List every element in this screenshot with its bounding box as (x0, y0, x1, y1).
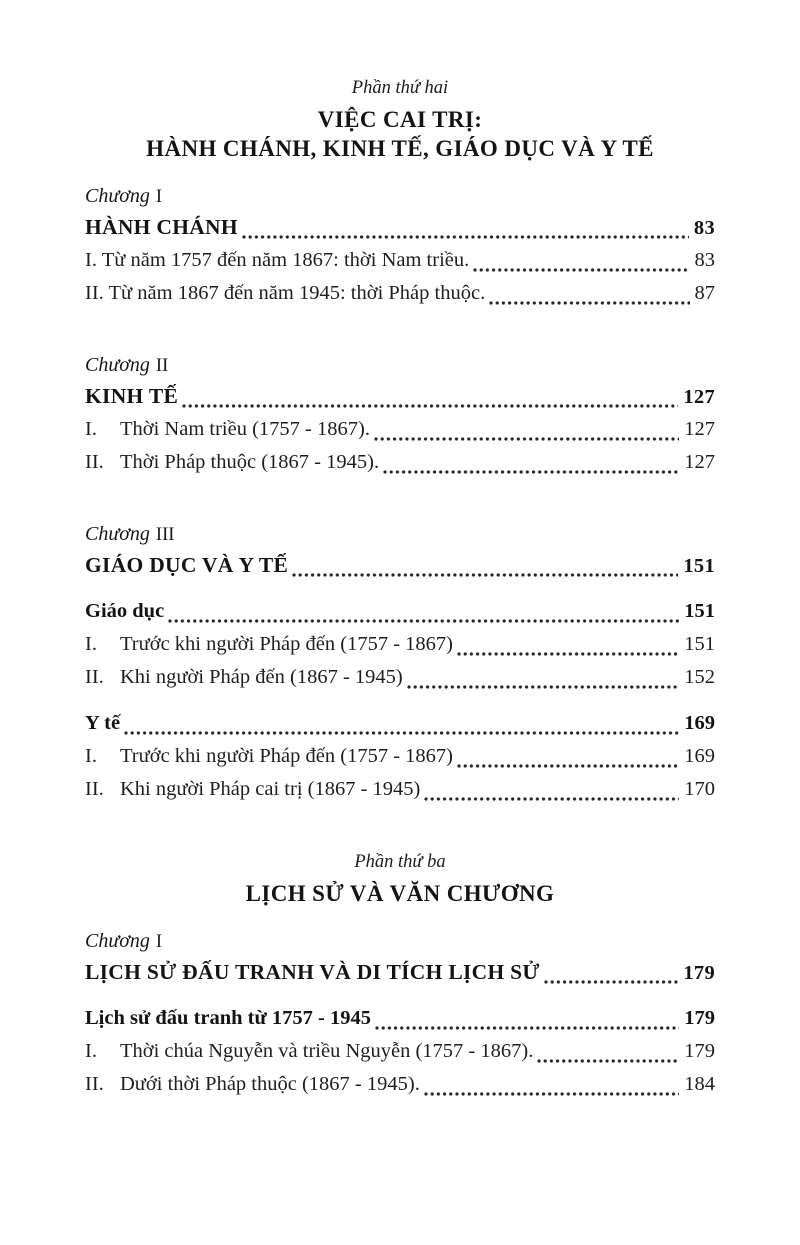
entry-text: I. Từ năm 1757 đến năm 1867: thời Nam triều. (85, 249, 470, 271)
chapter-label (85, 183, 715, 211)
entry-text: II. Từ năm 1867 đến năm 1945: thời Pháp thuộc. (85, 282, 486, 304)
toc-row (85, 244, 715, 277)
entry-text: Thời chúa Nguyễn và triều Nguyễn (1757 - 1867). (120, 1040, 534, 1062)
dot-leader (242, 235, 689, 239)
dot-leader (168, 619, 679, 623)
entry-page-number: 151 (684, 633, 715, 655)
entry-numeral: I. (85, 418, 97, 440)
toc-row (85, 707, 715, 740)
entry-page-number: 184 (684, 1073, 715, 1095)
entry-text: GIÁO DỤC VÀ Y TẾ (85, 553, 289, 577)
chapter-label-numeral: II (155, 356, 169, 376)
dot-leader (424, 1092, 679, 1096)
toc-row (85, 1002, 715, 1035)
part-title-line: HÀNH CHÁNH, KINH TẾ, GIÁO DỤC VÀ Y TẾ (146, 136, 654, 161)
entry-page-number: 127 (684, 418, 715, 440)
toc-row (85, 380, 715, 413)
dot-leader (537, 1059, 679, 1063)
entry-numeral: II. (85, 1073, 104, 1095)
dot-leader (124, 731, 679, 735)
entry-numeral: II. (85, 666, 104, 688)
entry-text: LỊCH SỬ ĐẤU TRANH VÀ DI TÍCH LỊCH SỬ (85, 960, 540, 984)
chapter-label-numeral: I (155, 187, 163, 207)
toc-row (85, 1068, 715, 1101)
toc-row (85, 211, 715, 244)
toc-row (85, 549, 715, 582)
entry-text: Khi người Pháp cai trị (1867 - 1945) (120, 778, 421, 800)
entry-page-number: 127 (683, 386, 715, 408)
part-title-line: VIỆC CAI TRỊ: (317, 107, 483, 132)
dot-leader (544, 980, 679, 984)
chapter-label-word: Chương (85, 930, 150, 952)
entry-page-number: 179 (683, 962, 715, 984)
entry-text: HÀNH CHÁNH (85, 215, 238, 239)
entry-numeral: II. (85, 451, 104, 473)
dot-leader (182, 404, 678, 408)
entry-text: Thời Nam triều (1757 - 1867). (120, 418, 370, 440)
toc-row (85, 413, 715, 446)
toc-row (85, 628, 715, 661)
entry-page-number: 87 (694, 282, 715, 304)
dot-leader (383, 470, 679, 474)
entry-page-number: 169 (684, 712, 715, 734)
entry-numeral: II. (85, 778, 104, 800)
dot-leader (457, 652, 679, 656)
toc-row (85, 661, 715, 694)
toc-row (85, 773, 715, 806)
dot-leader (292, 573, 678, 577)
chapter-label (85, 521, 715, 549)
entry-page-number: 83 (694, 249, 715, 271)
entry-text: Y tế (85, 712, 121, 734)
part-heading (85, 850, 715, 908)
entry-text: Dưới thời Pháp thuộc (1867 - 1945). (120, 1073, 420, 1095)
entry-page-number: 179 (684, 1040, 715, 1062)
dot-leader (374, 437, 679, 441)
chapter-label (85, 352, 715, 380)
dot-leader (407, 685, 680, 689)
part-heading (85, 76, 715, 163)
entry-page-number: 170 (684, 778, 715, 800)
entry-text: KINH TẾ (85, 384, 179, 408)
chapter-label-word: Chương (85, 354, 150, 376)
chapter-label (85, 928, 715, 956)
entry-numeral: I. (85, 1040, 97, 1062)
entry-text: Lịch sử đấu tranh từ 1757 - 1945 (85, 1007, 372, 1029)
toc-row (85, 277, 715, 310)
part-subtitle: Phần thứ hai (351, 78, 449, 98)
dot-leader (424, 797, 679, 801)
dot-leader (375, 1026, 679, 1030)
entry-page-number: 151 (683, 555, 715, 577)
toc-row (85, 446, 715, 479)
entry-text: Trước khi người Pháp đến (1757 - 1867) (120, 633, 453, 655)
chapter-label-word: Chương (85, 523, 150, 545)
entry-numeral: I. (85, 633, 97, 655)
toc-row (85, 956, 715, 989)
toc-content (85, 76, 715, 1101)
chapter-label-numeral: I (155, 932, 163, 952)
chapter-label-word: Chương (85, 185, 150, 207)
entry-page-number: 83 (693, 217, 715, 239)
dot-leader (489, 301, 689, 305)
toc-row (85, 740, 715, 773)
part-title-line: LỊCH SỬ VÀ VĂN CHƯƠNG (245, 881, 555, 906)
entry-page-number: 179 (684, 1007, 715, 1029)
dot-leader (473, 268, 689, 272)
entry-text: Thời Pháp thuộc (1867 - 1945). (120, 451, 380, 473)
entry-text: Giáo dục (85, 600, 165, 622)
entry-page-number: 127 (684, 451, 715, 473)
entry-page-number: 152 (684, 666, 715, 688)
dot-leader (457, 764, 679, 768)
entry-page-number: 151 (684, 600, 715, 622)
chapter-label-numeral: III (155, 525, 175, 545)
toc-row (85, 595, 715, 628)
entry-page-number: 169 (684, 745, 715, 767)
entry-numeral: I. (85, 745, 97, 767)
entry-text: Khi người Pháp đến (1867 - 1945) (120, 666, 403, 688)
entry-text: Trước khi người Pháp đến (1757 - 1867) (120, 745, 453, 767)
toc-row (85, 1035, 715, 1068)
part-subtitle: Phần thứ ba (354, 852, 446, 872)
